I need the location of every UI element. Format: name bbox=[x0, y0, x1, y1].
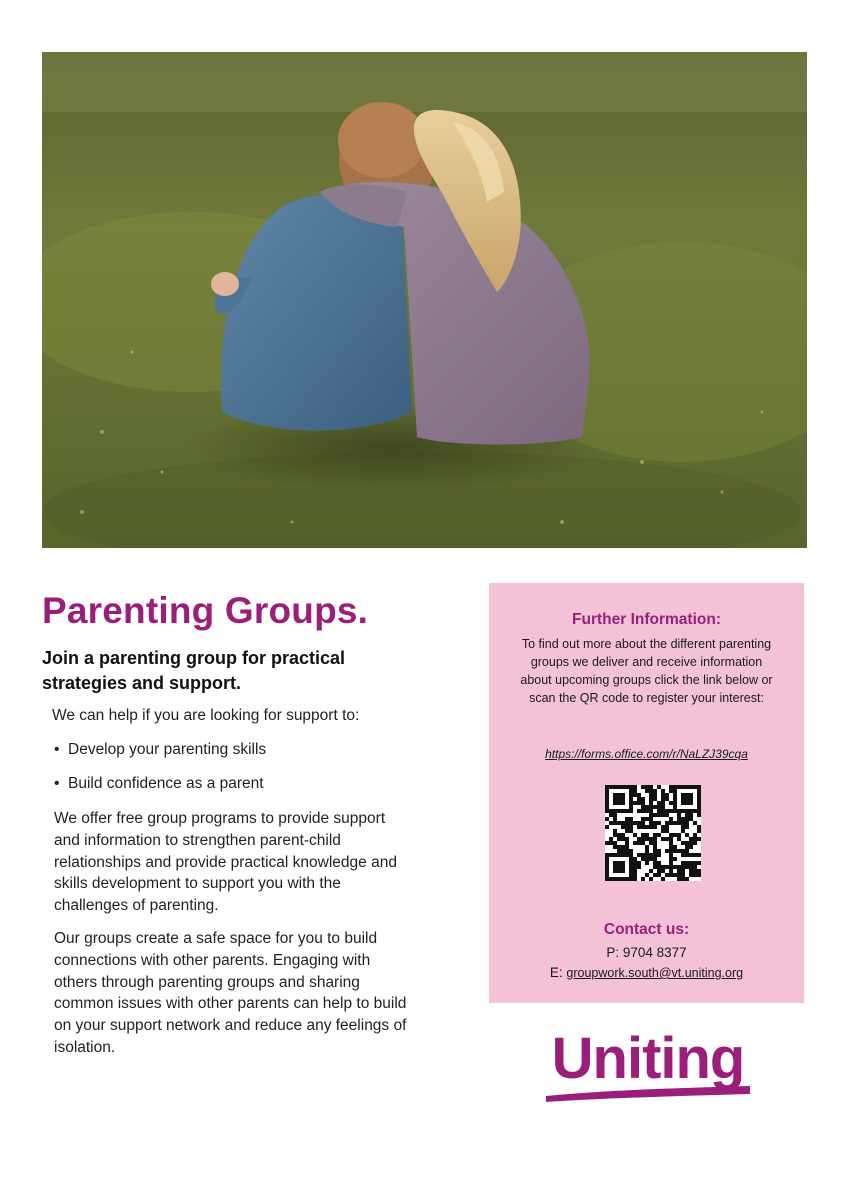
hero-photo bbox=[42, 52, 807, 548]
list-item-text: Develop your parenting skills bbox=[68, 741, 267, 758]
contact-email-line bbox=[489, 965, 804, 980]
further-info-heading: Further Information: bbox=[572, 611, 721, 628]
contact-phone: P: 9704 8377 bbox=[606, 945, 687, 960]
qr-code-icon bbox=[605, 785, 701, 881]
list-item-text: Build confidence as a parent bbox=[68, 775, 264, 792]
children-on-grass-illustration bbox=[42, 52, 807, 548]
email-prefix: E: bbox=[549, 965, 567, 980]
page-title: Parenting Groups. bbox=[42, 590, 369, 631]
info-box bbox=[489, 583, 804, 1003]
body-paragraph-2: Our groups create a safe space for you to build connections with other parents. Engaging with others through parenting groups and sharing common issues with other parents can help to build on your support network and reduce any feelings of isolation. bbox=[54, 930, 407, 1056]
support-list bbox=[52, 740, 266, 808]
further-info-description: To find out more about the different parenting groups we deliver and receive information about upcoming groups click the link below or scan the QR code to register your interest: bbox=[520, 637, 773, 705]
logo-wordmark: Uniting bbox=[551, 1026, 745, 1091]
body-paragraph-1: We offer free group programs to provide support and information to strengthen parent-child relationships and provide practical knowledge and skills development to support you with the challenges of parenting. bbox=[54, 810, 397, 915]
intro-text: We can help if you are looking for support to: bbox=[52, 707, 360, 724]
uniting-logo bbox=[538, 1024, 758, 1104]
page-subtitle: Join a parenting group for practical strategies and support. bbox=[42, 648, 346, 693]
qr-code bbox=[605, 785, 701, 881]
registration-link[interactable]: https://forms.office.com/r/NaLZJ39cqa bbox=[545, 747, 748, 761]
bullet-icon: • bbox=[54, 775, 60, 792]
bullet-icon: • bbox=[54, 741, 60, 758]
list-item bbox=[52, 740, 266, 760]
contact-heading: Contact us: bbox=[603, 921, 690, 938]
list-item bbox=[52, 774, 266, 794]
contact-email-link[interactable]: groupwork.south@vt.uniting.org bbox=[566, 966, 744, 980]
